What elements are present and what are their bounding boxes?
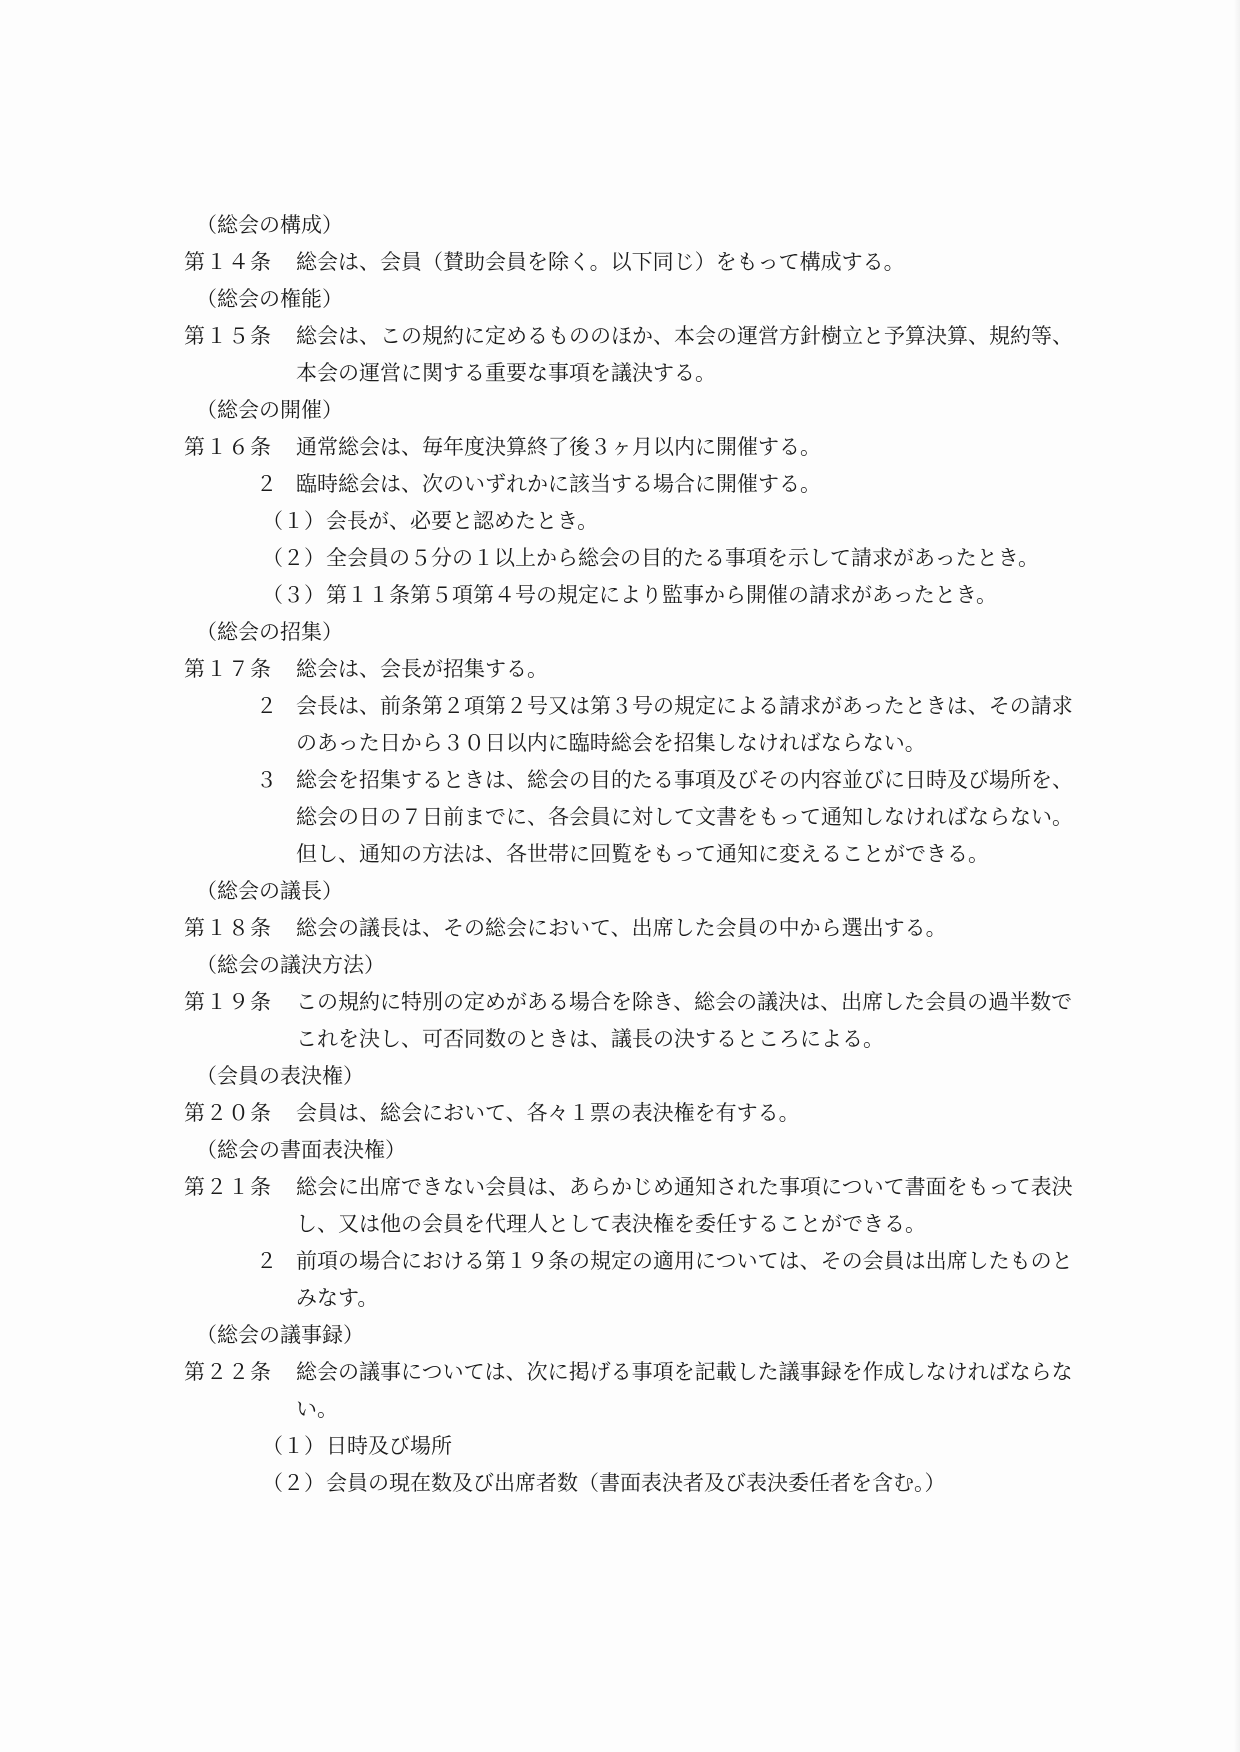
item-number: （２） [262, 1471, 325, 1495]
article [184, 1169, 1084, 1243]
item-number: （２） [262, 546, 325, 570]
article-number: 第１６条 [184, 435, 272, 459]
article-text: 総会に出席できない会員は、あらかじめ通知された事項について書面をもって表決し、又は他の会員を代理人として表決権を委任することができる。 [296, 1175, 1073, 1236]
section-heading: （会員の表決権） [196, 1064, 364, 1088]
article-text: 総会の議長は、その総会において、出席した会員の中から選出する。 [296, 916, 947, 940]
article-text: 会員は、総会において、各々１票の表決権を有する。 [296, 1101, 800, 1125]
article-paragraph [184, 466, 1084, 503]
article [184, 984, 1084, 1058]
item-text: 会長が、必要と認めたとき。 [326, 509, 599, 533]
paragraph-text: 前項の場合における第１９条の規定の適用については、その会員は出席したものとみなす。 [296, 1249, 1073, 1310]
item-number: （１） [262, 509, 325, 533]
section-heading: （総会の議事録） [196, 1323, 364, 1347]
article-text: 総会の議事については、次に掲げる事項を記載した議事録を作成しなければならない。 [296, 1360, 1073, 1421]
scan-edge [1234, 0, 1240, 1752]
section-heading: （総会の書面表決権） [196, 1138, 406, 1162]
paragraph-number: ２ [256, 1249, 277, 1273]
paragraph-number: ２ [256, 694, 277, 718]
section-heading: （総会の権能） [196, 287, 343, 311]
article-text: 通常総会は、毎年度決算終了後３ヶ月以内に開催する。 [296, 435, 821, 459]
item-text: 日時及び場所 [326, 1434, 452, 1458]
bylaws-text [184, 207, 1084, 1502]
item-text: 会員の現在数及び出席者数（書面表決者及び表決委任者を含む。） [326, 1471, 946, 1495]
item-number: （３） [262, 583, 325, 607]
article-paragraph [184, 1243, 1084, 1317]
article-number: 第１７条 [184, 657, 272, 681]
list-item [184, 1465, 1084, 1502]
article [184, 1095, 1084, 1132]
article-text: 総会は、この規約に定めるもののほか、本会の運営方針樹立と予算決算、規約等、本会の運営に関する重要な事項を議決する。 [296, 324, 1073, 385]
article-number: 第１４条 [184, 250, 272, 274]
paragraph-text: 臨時総会は、次のいずれかに該当する場合に開催する。 [296, 472, 821, 496]
list-item [184, 577, 1084, 614]
paragraph-text: 会長は、前条第２項第２号又は第３号の規定による請求があったときは、その請求のあった日から３０日以内に臨時総会を招集しなければならない。 [296, 694, 1073, 755]
item-text: 全会員の５分の１以上から総会の目的たる事項を示して請求があったとき。 [326, 546, 1039, 570]
article [184, 651, 1084, 688]
section-heading: （総会の議決方法） [196, 953, 385, 977]
article [184, 244, 1084, 281]
article-text: 総会は、会長が招集する。 [296, 657, 548, 681]
item-number: （１） [262, 1434, 325, 1458]
article [184, 318, 1084, 392]
article-number: 第１８条 [184, 916, 272, 940]
paragraph-number: ３ [256, 768, 277, 792]
article-paragraph [184, 688, 1084, 762]
paragraph-text: 総会を招集するときは、総会の目的たる事項及びその内容並びに日時及び場所を、総会の日の７日前までに、各会員に対して文書をもって通知しなければならない。但し、通知の方法は、各世帯に回覧をもって通知に変えることができる。 [296, 768, 1073, 866]
article-number: 第２１条 [184, 1175, 272, 1199]
section-heading: （総会の開催） [196, 398, 343, 422]
article-number: 第１５条 [184, 324, 272, 348]
article [184, 1354, 1084, 1428]
article-text: 総会は、会員（賛助会員を除く。以下同じ）をもって構成する。 [296, 250, 905, 274]
article-paragraph [184, 762, 1084, 873]
paragraph-number: ２ [256, 472, 277, 496]
list-item [184, 540, 1084, 577]
article-number: 第２０条 [184, 1101, 272, 1125]
article-number: 第１９条 [184, 990, 272, 1014]
section-heading: （総会の構成） [196, 213, 343, 237]
list-item [184, 1428, 1084, 1465]
section-heading: （総会の招集） [196, 620, 343, 644]
article-number: 第２２条 [184, 1360, 272, 1384]
section-heading: （総会の議長） [196, 879, 343, 903]
article-text: この規約に特別の定めがある場合を除き、総会の議決は、出席した会員の過半数でこれを決し、可否同数のときは、議長の決するところによる。 [296, 990, 1073, 1051]
item-text: 第１１条第５項第４号の規定により監事から開催の請求があったとき。 [326, 583, 997, 607]
article [184, 429, 1084, 466]
article [184, 910, 1084, 947]
list-item [184, 503, 1084, 540]
